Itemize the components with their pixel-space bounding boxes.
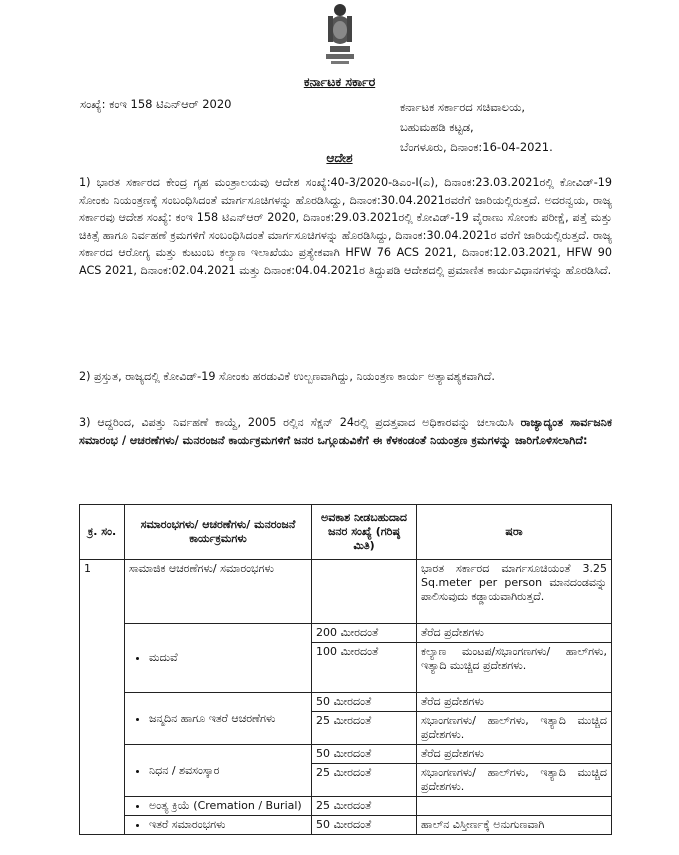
office-address [400,97,553,157]
karnataka-emblem-icon [322,2,358,68]
limit-cell: 25 ಮೀರದಂತೆ [312,764,417,797]
order-reference: ಸಂಖ್ಯೆ: ಕಂಇ 158 ಟಿಎನ್‌ಆರ್ 2020 [80,97,232,111]
item-cell [125,816,312,835]
item-cell [125,797,312,816]
remarks-cell: ತೆರೆದ ಪ್ರದೇಶಗಳು [417,693,612,712]
list-item: • ಅಂತ್ಯ ಕ್ರಿಯೆ (Cremation / Burial) [149,799,307,813]
paragraph-2: 2) ಪ್ರಸ್ತುತ, ರಾಜ್ಯದಲ್ಲಿ ಕೋವಿಡ್-19 ಸೋಂಕು ಹರಡುವಿಕೆ ಉಲ್ಬಣವಾಗಿದ್ದು, ನಿಯಂತ್ರಣ ಕಾರ್ಯ ಅತ್ಯಾವಶ್ಯಕವಾಗಿದೆ. [79,370,495,383]
header-serial: ಕ್ರ. ಸಂ. [80,505,125,560]
header-item: ಸಮಾರಂಭಗಳು/ ಆಚರಣೆಗಳು/ ಮನರಂಜನೆ ಕಾರ್ಯಕ್ರಮಗಳು [125,505,312,560]
remarks-cell: ಕಲ್ಯಾಣ ಮಂಟಪ/ಸಭಾಂಗಣಗಳು/ ಹಾಲ್‌ಗಳು, ಇತ್ಯಾದಿ ಮುಚ್ಚಿದ ಪ್ರದೇಶಗಳು. [417,643,612,693]
address-line: ಕರ್ನಾಟಕ ಸರ್ಕಾರದ ಸಚಿವಾಲಯ, [400,100,526,114]
item-cell: ಸಾಮಾಜಿಕ ಆಚರಣೆಗಳು/ ಸಮಾರಂಭಗಳು [125,560,312,624]
address-line: ಬಹುಮಹಡಿ ಕಟ್ಟಡ, [400,120,474,134]
table-row [80,816,612,835]
government-title: ಕರ್ನಾಟಕ ಸರ್ಕಾರ [303,74,376,89]
remarks-cell: ತೆರೆದ ಪ್ರದೇಶಗಳು [417,745,612,764]
paragraph-3-text: 3) ಆದ್ದರಿಂದ, ವಿಪತ್ತು ನಿರ್ವಹಣೆ ಕಾಯ್ದೆ, 2005 ರಲ್ಲಿನ ಸೆಕ್ಷನ್ 24ರಲ್ಲಿ ಪ್ರದತ್ತವಾದ ಅಧಿಕಾರವನ್ನು ಚಲಾಯಿಸಿ [79,416,521,429]
remarks-cell: ತೆರೆದ ಪ್ರದೇಶಗಳು [417,624,612,643]
header-limit: ಅವಕಾಶ ನೀಡಬಹುದಾದ ಜನರ ಸಂಖ್ಯೆ (ಗರಿಷ್ಠ ಮಿತಿ) [312,505,417,560]
remarks-cell [417,797,612,816]
list-item: • ಮದುವೆ [149,651,307,665]
restrictions-table [79,504,612,835]
table-row [80,797,612,816]
remarks-cell: ಸಭಾಂಗಣಗಳು/ ಹಾಲ್‌ಗಳು, ಇತ್ಯಾದಿ ಮುಚ್ಚಿದ ಪ್ರದೇಶಗಳು. [417,712,612,745]
list-item: • ಇತರೆ ಸಮಾರಂಭಗಳು [149,818,307,832]
list-item: • ಜನ್ಮದಿನ ಹಾಗೂ ಇತರೆ ಆಚರಣೆಗಳು [149,712,307,726]
table-row [80,560,612,624]
item-cell [125,624,312,693]
limit-cell: 25 ಮೀರದಂತೆ [312,712,417,745]
limit-cell: 50 ಮೀರದಂತೆ [312,745,417,764]
paragraph-3 [79,414,612,449]
list-item: • ನಿಧನ / ಶವಸಂಸ್ಕಾರ [149,764,307,778]
limit-cell: 50 ಮೀರದಂತೆ [312,693,417,712]
remarks-cell: ಸಭಾಂಗಣಗಳು/ ಹಾಲ್‌ಗಳು, ಇತ್ಯಾದಿ ಮುಚ್ಚಿದ ಪ್ರದೇಶಗಳು. [417,764,612,797]
paragraph-1: 1) ಭಾರತ ಸರ್ಕಾರದ ಕೇಂದ್ರ ಗೃಹ ಮಂತ್ರಾಲಯವು ಆದೇಶ ಸಂಖ್ಯೆ:40-3/2020-ಡಿಎಂ-I(ಎ), ದಿನಾಂಕ:23.03.2021ರಲ್ಲಿ ಕೋವಿಡ್-19 ಸೋಂಕು ನಿಯಂತ್ರಣಕ್ಕೆ ಸಂಬಂಧಿಸಿದಂತೆ ಮಾರ್ಗಸೂಚಿಗಳನ್ನು ಹೊರಡಿಸಿದ್ದು, ದಿನಾಂಕ:30.04.2021ರವರೆಗೆ ಜಾರಿಯಲ್ಲಿರುತ್ತದೆ. ಅದರನ್ವಯ, ರಾಜ್ಯ ಸರ್ಕಾರವು ಆದೇಶ ಸಂಖ್ಯೆ: ಕಂಇ 158 ಟಿಎನ್‌ಆರ್ 2020, ದಿನಾಂಕ:29.03.2021ರಲ್ಲಿ ಕೋವಿಡ್-19 ವೈರಾಣು ಸೋಂಕು ಪರೀಕ್ಷೆ, ಪತ್ತೆ ಮತ್ತು ಚಿಕಿತ್ಸೆ ಹಾಗೂ ನಿರ್ವಹಣೆ ಕ್ರಮಗಳಿಗೆ ಸಂಬಂಧಿಸಿದಂತೆ ಮಾರ್ಗಸೂಚಿಗಳನ್ನು ಹೊರಡಿಸಿದ್ದು, ದಿನಾಂಕ:30.04.2021ರ ವರೆಗೆ ಜಾರಿಯಲ್ಲಿರುತ್ತದೆ. ರಾಜ್ಯ ಸರ್ಕಾರದ ಆರೋಗ್ಯ ಮತ್ತು ಕುಟುಂಬ ಕಲ್ಯಾಣ ಇಲಾಖೆಯು ಪ್ರತ್ಯೇಕವಾಗಿ HFW 76 ACS 2021, ದಿನಾಂಕ:12.03.2021, HFW 90 ACS 2021, ದಿನಾಂಕ:02.04.2021 ಮತ್ತು ದಿನಾಂಕ:04.04.2021ರ ತಿದ್ದುಪಡಿ ಆದೇಶದಲ್ಲಿ ಪ್ರಮಾಣಿತ ಕಾರ್ಯವಿಧಾನಗಳನ್ನು ಹೊರಡಿಸಿದೆ. [79,176,612,277]
limit-cell: 25 ಮೀರದಂತೆ [312,797,417,816]
remarks-cell: ಹಾಲ್‌ನ ವಿಸ್ತೀರ್ಣಕ್ಕೆ ಅನುಗುಣವಾಗಿ [417,816,612,835]
address-date: ಬೆಂಗಳೂರು, ದಿನಾಂಕ:16-04-2021. [400,140,553,154]
limit-cell [312,560,417,624]
order-heading: ಆದೇಶ [326,151,353,165]
table-row [80,624,612,643]
item-cell [125,693,312,745]
table-header-row [80,505,612,560]
table-row [80,693,612,712]
table-row [80,745,612,764]
paragraph-3-bold: ರಾಜ್ಯಾದ್ಯಂತ ಸಾರ್ವಜನಿಕ ಸಮಾರಂಭ / ಆಚರಣೆಗಳು/ ಮನರಂಜನೆ ಕಾರ್ಯಕ್ರಮಗಳಿಗೆ ಜನರ ಒಗ್ಗೂಡುವಿಕೆಗೆ ಈ ಕೆಳಕಂಡಂತೆ ನಿಯಂತ್ರಣ ಕ್ರಮಗಳನ್ನು ಜಾರಿಗೊಳಿಸಲಾಗಿದೆ: [79,416,612,447]
limit-cell: 200 ಮೀರದಂತೆ [312,624,417,643]
limit-cell: 100 ಮೀರದಂತೆ [312,643,417,693]
header-remarks: ಷರಾ [417,505,612,560]
remarks-cell: ಭಾರತ ಸರ್ಕಾರದ ಮಾರ್ಗಸೂಚಿಯಂತೆ 3.25 Sq.meter per person ಮಾನದಂಡವನ್ನು ಪಾಲಿಸುವುದು ಕಡ್ಡಾಯವಾಗಿರುತ್ತದೆ. [417,560,612,624]
serial-number: 1 [80,560,125,835]
item-cell [125,745,312,797]
limit-cell: 50 ಮೀರದಂತೆ [312,816,417,835]
